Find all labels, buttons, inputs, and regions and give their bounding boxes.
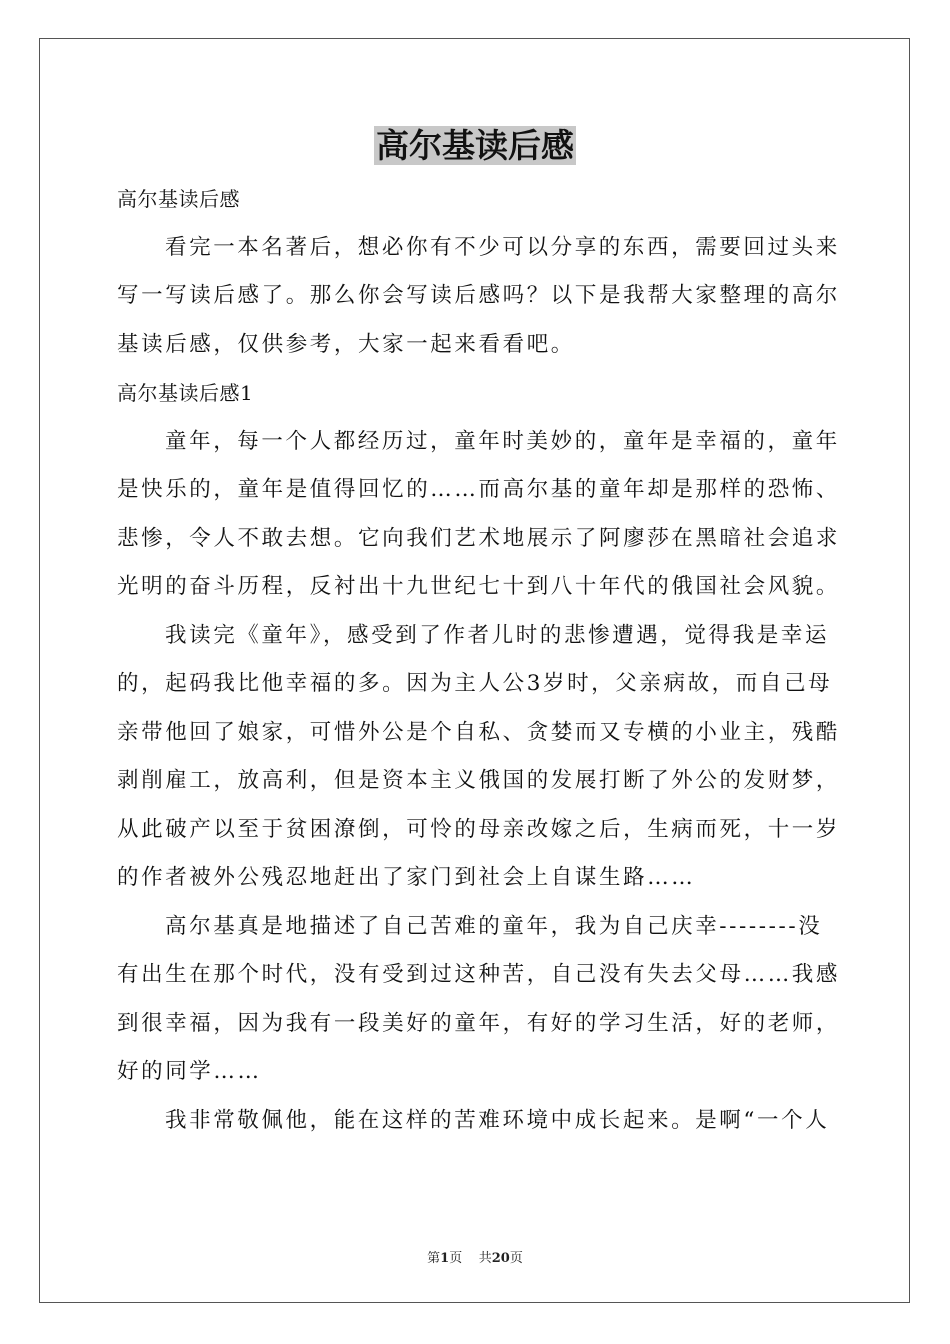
text-line: 到很幸福，因为我有一段美好的童年，有好的学习生活，好的老师， — [117, 1010, 841, 1036]
document-title: 高尔基读后感 — [376, 126, 574, 165]
essay-body — [117, 418, 841, 1146]
text-line: 光明的奋斗历程，反衬出十九世纪七十到八十年代的俄国社会风貌。 — [117, 574, 841, 599]
text-line: 的作者被外公残忍地赶出了家门到社会上自谋生路…… — [117, 865, 696, 890]
text-line: 悲惨，令人不敢去想。它向我们艺术地展示了阿廖莎在黑暗社会追求 — [117, 525, 841, 551]
text-line: 是快乐的，童年是值得回忆的……而高尔基的童年却是那样的恐怖、 — [117, 477, 841, 502]
total-prefix: 共 — [478, 1251, 492, 1266]
page-label-prefix: 第 — [427, 1251, 441, 1266]
text-line: 写一写读后感了。那么你会写读后感吗？以下是我帮大家整理的高尔 — [117, 283, 841, 308]
text-line: 的，起码我比他幸福的多。因为主人公3岁时，父亲病故，而自己母 — [117, 671, 833, 696]
text-line: 亲带他回了娘家，可惜外公是个自私、贪婪而又专横的小业主，残酷 — [117, 719, 841, 745]
page-number: 1 — [440, 1251, 450, 1266]
text-line: 从此破产以至于贫困潦倒，可怜的母亲改嫁之后，生病而死，十一岁 — [117, 816, 841, 842]
text-line: 基读后感，仅供参考，大家一起来看看吧。 — [117, 331, 575, 357]
text-line: 有出生在那个时代，没有受到过这种苦，自己没有失去父母……我感 — [117, 962, 841, 987]
text-line: 好的同学…… — [117, 1059, 262, 1084]
total-suffix: 页 — [509, 1251, 523, 1266]
document-subtitle: 高尔基读后感 — [117, 187, 240, 211]
page-footer — [0, 1247, 950, 1266]
section-heading: 高尔基读后感1 — [117, 381, 254, 405]
text-line: 看完一本名著后，想必你有不少可以分享的东西，需要回过头来 — [165, 234, 840, 260]
total-pages: 20 — [491, 1251, 510, 1266]
text-line: 我非常敬佩他，能在这样的苦难环境中成长起来。是啊“一个人 — [165, 1107, 830, 1133]
text-line: 剥削雇工，放高利，但是资本主义俄国的发展打断了外公的发财梦， — [117, 768, 841, 793]
document-body — [117, 175, 841, 1145]
intro-paragraph — [117, 224, 841, 370]
text-line: 高尔基真是地描述了自己苦难的童年，我为自己庆幸--------没 — [165, 913, 823, 939]
page-label-suffix: 页 — [449, 1251, 463, 1266]
text-line: 我读完《童年》，感受到了作者儿时的悲惨遭遇，觉得我是幸运 — [165, 622, 830, 648]
text-line: 童年，每一个人都经历过，童年时美妙的，童年是幸福的，童年 — [165, 428, 840, 454]
